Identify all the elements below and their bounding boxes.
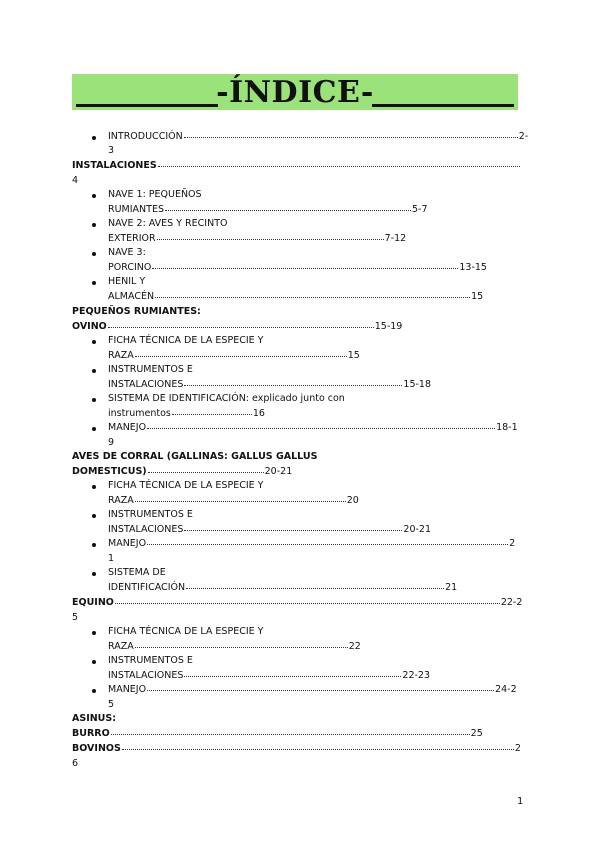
bullet-icon [92, 340, 96, 344]
bullet-icon [92, 689, 96, 693]
toc-entry-instrumentos-line2[interactable]: INSTALACIONES 15-18 [108, 379, 432, 390]
toc-entry-instrumentos[interactable]: INSTRUMENTOS E [108, 655, 193, 666]
toc-page-continuation: 6 [72, 758, 79, 769]
toc-entry-nave2-line2[interactable]: EXTERIOR 7-12 [108, 233, 407, 244]
toc-entry-instalaciones[interactable]: INSTALACIONES [72, 159, 521, 173]
toc-entry-sistema-line2[interactable]: instrumentos 16 [108, 408, 265, 419]
toc-section-burro[interactable]: BURRO 25 [72, 728, 483, 739]
toc-entry-sistema[interactable]: SISTEMA DE IDENTIFICACIÓN: explicado junto con [108, 393, 345, 404]
toc-page-continuation: 3 [108, 145, 115, 156]
toc-section-asinus[interactable]: ASINUS: [72, 713, 117, 724]
toc-section-aves-domesticus[interactable]: DOMESTICUS) 20-21 [72, 466, 293, 477]
title-band [72, 74, 518, 110]
bullet-icon [92, 194, 96, 198]
bullet-icon [92, 223, 96, 227]
toc-entry-henil-line2[interactable]: ALMACÉN 15 [108, 291, 484, 302]
bullet-icon [92, 572, 96, 576]
toc-entry-ficha-line2[interactable]: RAZA 20 [108, 495, 359, 506]
bullet-icon [92, 136, 96, 140]
toc-page-continuation: 9 [108, 437, 115, 448]
toc-entry-sistema-line2[interactable]: IDENTIFICACIÓN 21 [108, 582, 458, 593]
toc-entry-ficha[interactable]: FICHA TÉCNICA DE LA ESPECIE Y [108, 480, 264, 491]
toc-entry-introduccion[interactable]: INTRODUCCIÓN 2- [108, 131, 529, 142]
toc-entry-ficha[interactable]: FICHA TÉCNICA DE LA ESPECIE Y [108, 335, 264, 346]
toc-entry-nave3[interactable]: NAVE 3: [108, 247, 146, 258]
toc-entry-manejo[interactable]: MANEJO 18-1 [108, 422, 518, 433]
bullet-icon [92, 660, 96, 664]
toc-entry-nave2[interactable]: NAVE 2: AVES Y RECINTO [108, 218, 228, 229]
bullet-icon [92, 398, 96, 402]
bullet-icon [92, 514, 96, 518]
bullet-icon [92, 485, 96, 489]
toc-entry-nave1[interactable]: NAVE 1: PEQUEÑOS [108, 189, 202, 200]
toc-page-continuation: 1 [108, 553, 115, 564]
toc-section-equino[interactable]: EQUINO 22-2 [72, 597, 523, 608]
bullet-icon [92, 281, 96, 285]
bullet-icon [92, 427, 96, 431]
toc-entry-manejo[interactable]: MANEJO 24-2 [108, 684, 517, 695]
toc-page-continuation: 4 [72, 175, 79, 186]
toc-entry-nave3-line2[interactable]: PORCINO 13-15 [108, 262, 487, 273]
toc-page-continuation: 5 [108, 699, 115, 710]
toc-entry-instrumentos-line2[interactable]: INSTALACIONES 20-21 [108, 524, 432, 535]
toc-entry-instrumentos[interactable]: INSTRUMENTOS E [108, 364, 193, 375]
page-number: 1 [517, 796, 524, 807]
toc-entry-ficha[interactable]: FICHA TÉCNICA DE LA ESPECIE Y [108, 626, 264, 637]
toc-entry-ficha-line2[interactable]: RAZA 22 [108, 641, 361, 652]
bullet-icon [92, 631, 96, 635]
toc-entry-instrumentos[interactable]: INSTRUMENTOS E [108, 509, 193, 520]
toc-entry-henil[interactable]: HENIL Y [108, 276, 146, 287]
toc-section-bovinos[interactable]: BOVINOS 2 [72, 743, 521, 754]
toc-section-aves-de-corral[interactable]: AVES DE CORRAL (GALLINAS: GALLUS GALLUS [72, 451, 318, 462]
toc-section-ovino[interactable]: OVINO 15-19 [72, 321, 403, 332]
toc-section-pequenos-rumiantes[interactable]: PEQUEÑOS RUMIANTES: [72, 306, 201, 317]
toc-entry-ficha-line2[interactable]: RAZA 15 [108, 350, 360, 361]
bullet-icon [92, 252, 96, 256]
toc-entry-sistema[interactable]: SISTEMA DE [108, 567, 166, 578]
toc-page-continuation: 5 [72, 612, 79, 623]
bullet-icon [92, 369, 96, 373]
toc-entry-nave1-line2[interactable]: RUMIANTES 5-7 [108, 204, 428, 215]
bullet-icon [92, 543, 96, 547]
toc-entry-instrumentos-line2[interactable]: INSTALACIONES 22-23 [108, 670, 431, 681]
toc-entry-manejo[interactable]: MANEJO 2 [108, 538, 516, 549]
index-title: -ÍNDICE- [216, 75, 374, 110]
